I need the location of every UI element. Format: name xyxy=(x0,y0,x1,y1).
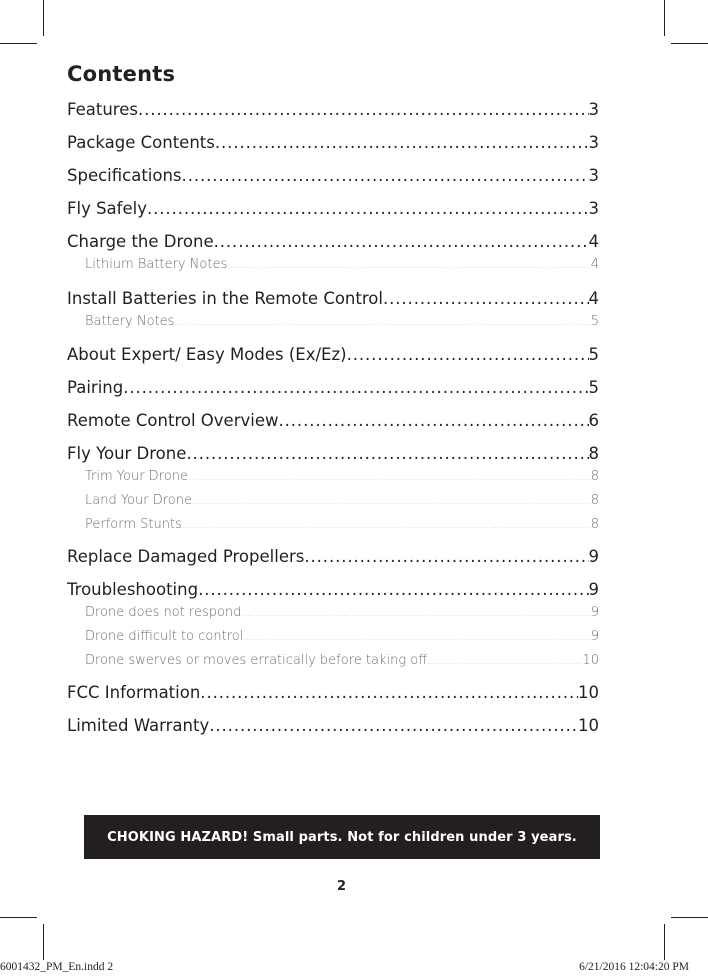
toc-label: Specifications xyxy=(67,166,182,185)
toc-entry-perform-stunts[interactable] xyxy=(67,513,599,537)
crop-mark xyxy=(664,0,665,36)
toc-leader xyxy=(347,344,589,366)
crop-mark xyxy=(0,43,37,44)
toc-page: 3 xyxy=(588,199,599,218)
crop-mark xyxy=(671,917,708,918)
crop-mark xyxy=(43,924,44,960)
toc-page: 5 xyxy=(590,314,599,329)
toc-entry-trim-your-drone[interactable] xyxy=(67,465,599,489)
toc-label: Fly Safely xyxy=(67,199,147,218)
toc-label: Fly Your Drone xyxy=(67,444,187,463)
toc-page: 5 xyxy=(588,378,599,397)
toc-page: 9 xyxy=(588,547,599,566)
toc-page: 9 xyxy=(590,629,599,644)
toc-entry-land-your-drone[interactable] xyxy=(67,489,599,513)
toc-leader xyxy=(192,490,591,514)
toc-label: Package Contents xyxy=(67,133,215,152)
toc-leader xyxy=(174,311,590,335)
toc-leader xyxy=(188,466,591,490)
toc-leader xyxy=(147,198,589,220)
toc-page: 10 xyxy=(582,653,599,668)
toc-leader xyxy=(227,254,590,278)
page-number: 2 xyxy=(336,879,347,894)
slug-timestamp: 6/21/2016 12:04:20 PM xyxy=(579,961,689,973)
toc-label: Install Batteries in the Remote Control xyxy=(67,289,383,308)
toc-leader xyxy=(198,579,588,601)
toc-entry-fcc-information[interactable] xyxy=(67,682,599,704)
toc-leader xyxy=(241,602,590,626)
toc-page: 3 xyxy=(588,166,599,185)
toc-page: 4 xyxy=(588,232,599,251)
toc-label: Limited Warranty xyxy=(67,716,210,735)
toc-page: 9 xyxy=(588,580,599,599)
toc-leader xyxy=(304,546,588,568)
toc-entry-remote-control-overview[interactable] xyxy=(67,410,599,432)
toc-entry-battery-notes[interactable] xyxy=(67,310,599,334)
toc-page: 10 xyxy=(578,716,599,735)
crop-mark xyxy=(671,43,708,44)
toc-entry-expert-easy-modes[interactable] xyxy=(67,344,599,366)
toc-leader xyxy=(427,650,582,674)
toc-entry-drone-not-respond[interactable] xyxy=(67,601,599,625)
toc-page: 4 xyxy=(590,257,599,272)
toc-label: About Expert/ Easy Modes (Ex/Ez) xyxy=(67,345,347,364)
toc-label: Charge the Drone xyxy=(67,232,214,251)
toc-leader xyxy=(200,682,578,704)
toc-entry-drone-difficult[interactable] xyxy=(67,625,599,649)
toc-label: Trim Your Drone xyxy=(85,469,188,484)
toc-label: Battery Notes xyxy=(85,314,175,329)
toc-entry-charge-the-drone[interactable] xyxy=(67,231,599,253)
toc-entry-features[interactable] xyxy=(67,99,599,121)
table-of-contents xyxy=(67,96,599,737)
toc-label: Perform Stunts xyxy=(85,517,182,532)
toc-label: Land Your Drone xyxy=(85,493,192,508)
toc-page: 3 xyxy=(588,133,599,152)
toc-label: Replace Damaged Propellers xyxy=(67,547,305,566)
toc-leader xyxy=(383,288,589,310)
toc-leader xyxy=(243,626,590,650)
toc-entry-fly-your-drone[interactable] xyxy=(67,443,599,465)
toc-page: 4 xyxy=(588,289,599,308)
toc-page: 8 xyxy=(590,469,599,484)
toc-leader xyxy=(182,514,591,538)
toc-page: 8 xyxy=(590,517,599,532)
toc-leader xyxy=(209,715,578,737)
toc-label: Drone swerves or moves erratically before taking off xyxy=(85,653,428,668)
toc-entry-limited-warranty[interactable] xyxy=(67,715,599,737)
toc-leader xyxy=(123,377,588,399)
slug-file-name: 6001432_PM_En.indd 2 xyxy=(0,961,114,973)
toc-leader xyxy=(214,231,589,253)
toc-label: Lithium Battery Notes xyxy=(85,257,228,272)
toc-label: Troubleshooting xyxy=(67,580,199,599)
toc-label: Remote Control Overview xyxy=(67,411,279,430)
toc-page: 8 xyxy=(588,444,599,463)
page-title: Contents xyxy=(67,62,176,86)
toc-leader xyxy=(138,99,589,121)
toc-page: 10 xyxy=(578,683,599,702)
toc-entry-troubleshooting[interactable] xyxy=(67,579,599,601)
toc-leader xyxy=(278,410,588,432)
toc-page: 5 xyxy=(588,345,599,364)
toc-leader xyxy=(215,132,589,154)
toc-label: Pairing xyxy=(67,378,124,397)
toc-entry-specifications[interactable] xyxy=(67,165,599,187)
toc-leader xyxy=(182,165,589,187)
toc-entry-replace-propellers[interactable] xyxy=(67,546,599,568)
toc-entry-drone-swerves[interactable] xyxy=(67,649,599,673)
toc-page: 8 xyxy=(590,493,599,508)
crop-mark xyxy=(43,0,44,36)
toc-page: 9 xyxy=(590,605,599,620)
toc-entry-fly-safely[interactable] xyxy=(67,198,599,220)
toc-entry-install-batteries[interactable] xyxy=(67,288,599,310)
toc-label: Features xyxy=(67,100,138,119)
toc-label: FCC Information xyxy=(67,683,201,702)
toc-entry-lithium-battery-notes[interactable] xyxy=(67,253,599,277)
toc-label: Drone difficult to control xyxy=(85,629,244,644)
toc-entry-pairing[interactable] xyxy=(67,377,599,399)
toc-page: 3 xyxy=(588,100,599,119)
toc-label: Drone does not respond xyxy=(85,605,242,620)
crop-mark xyxy=(664,924,665,960)
toc-entry-package-contents[interactable] xyxy=(67,132,599,154)
crop-mark xyxy=(0,917,37,918)
choking-hazard-warning: CHOKING HAZARD! Small parts. Not for children under 3 years. xyxy=(84,815,600,859)
toc-leader xyxy=(186,443,588,465)
toc-page: 6 xyxy=(588,411,599,430)
